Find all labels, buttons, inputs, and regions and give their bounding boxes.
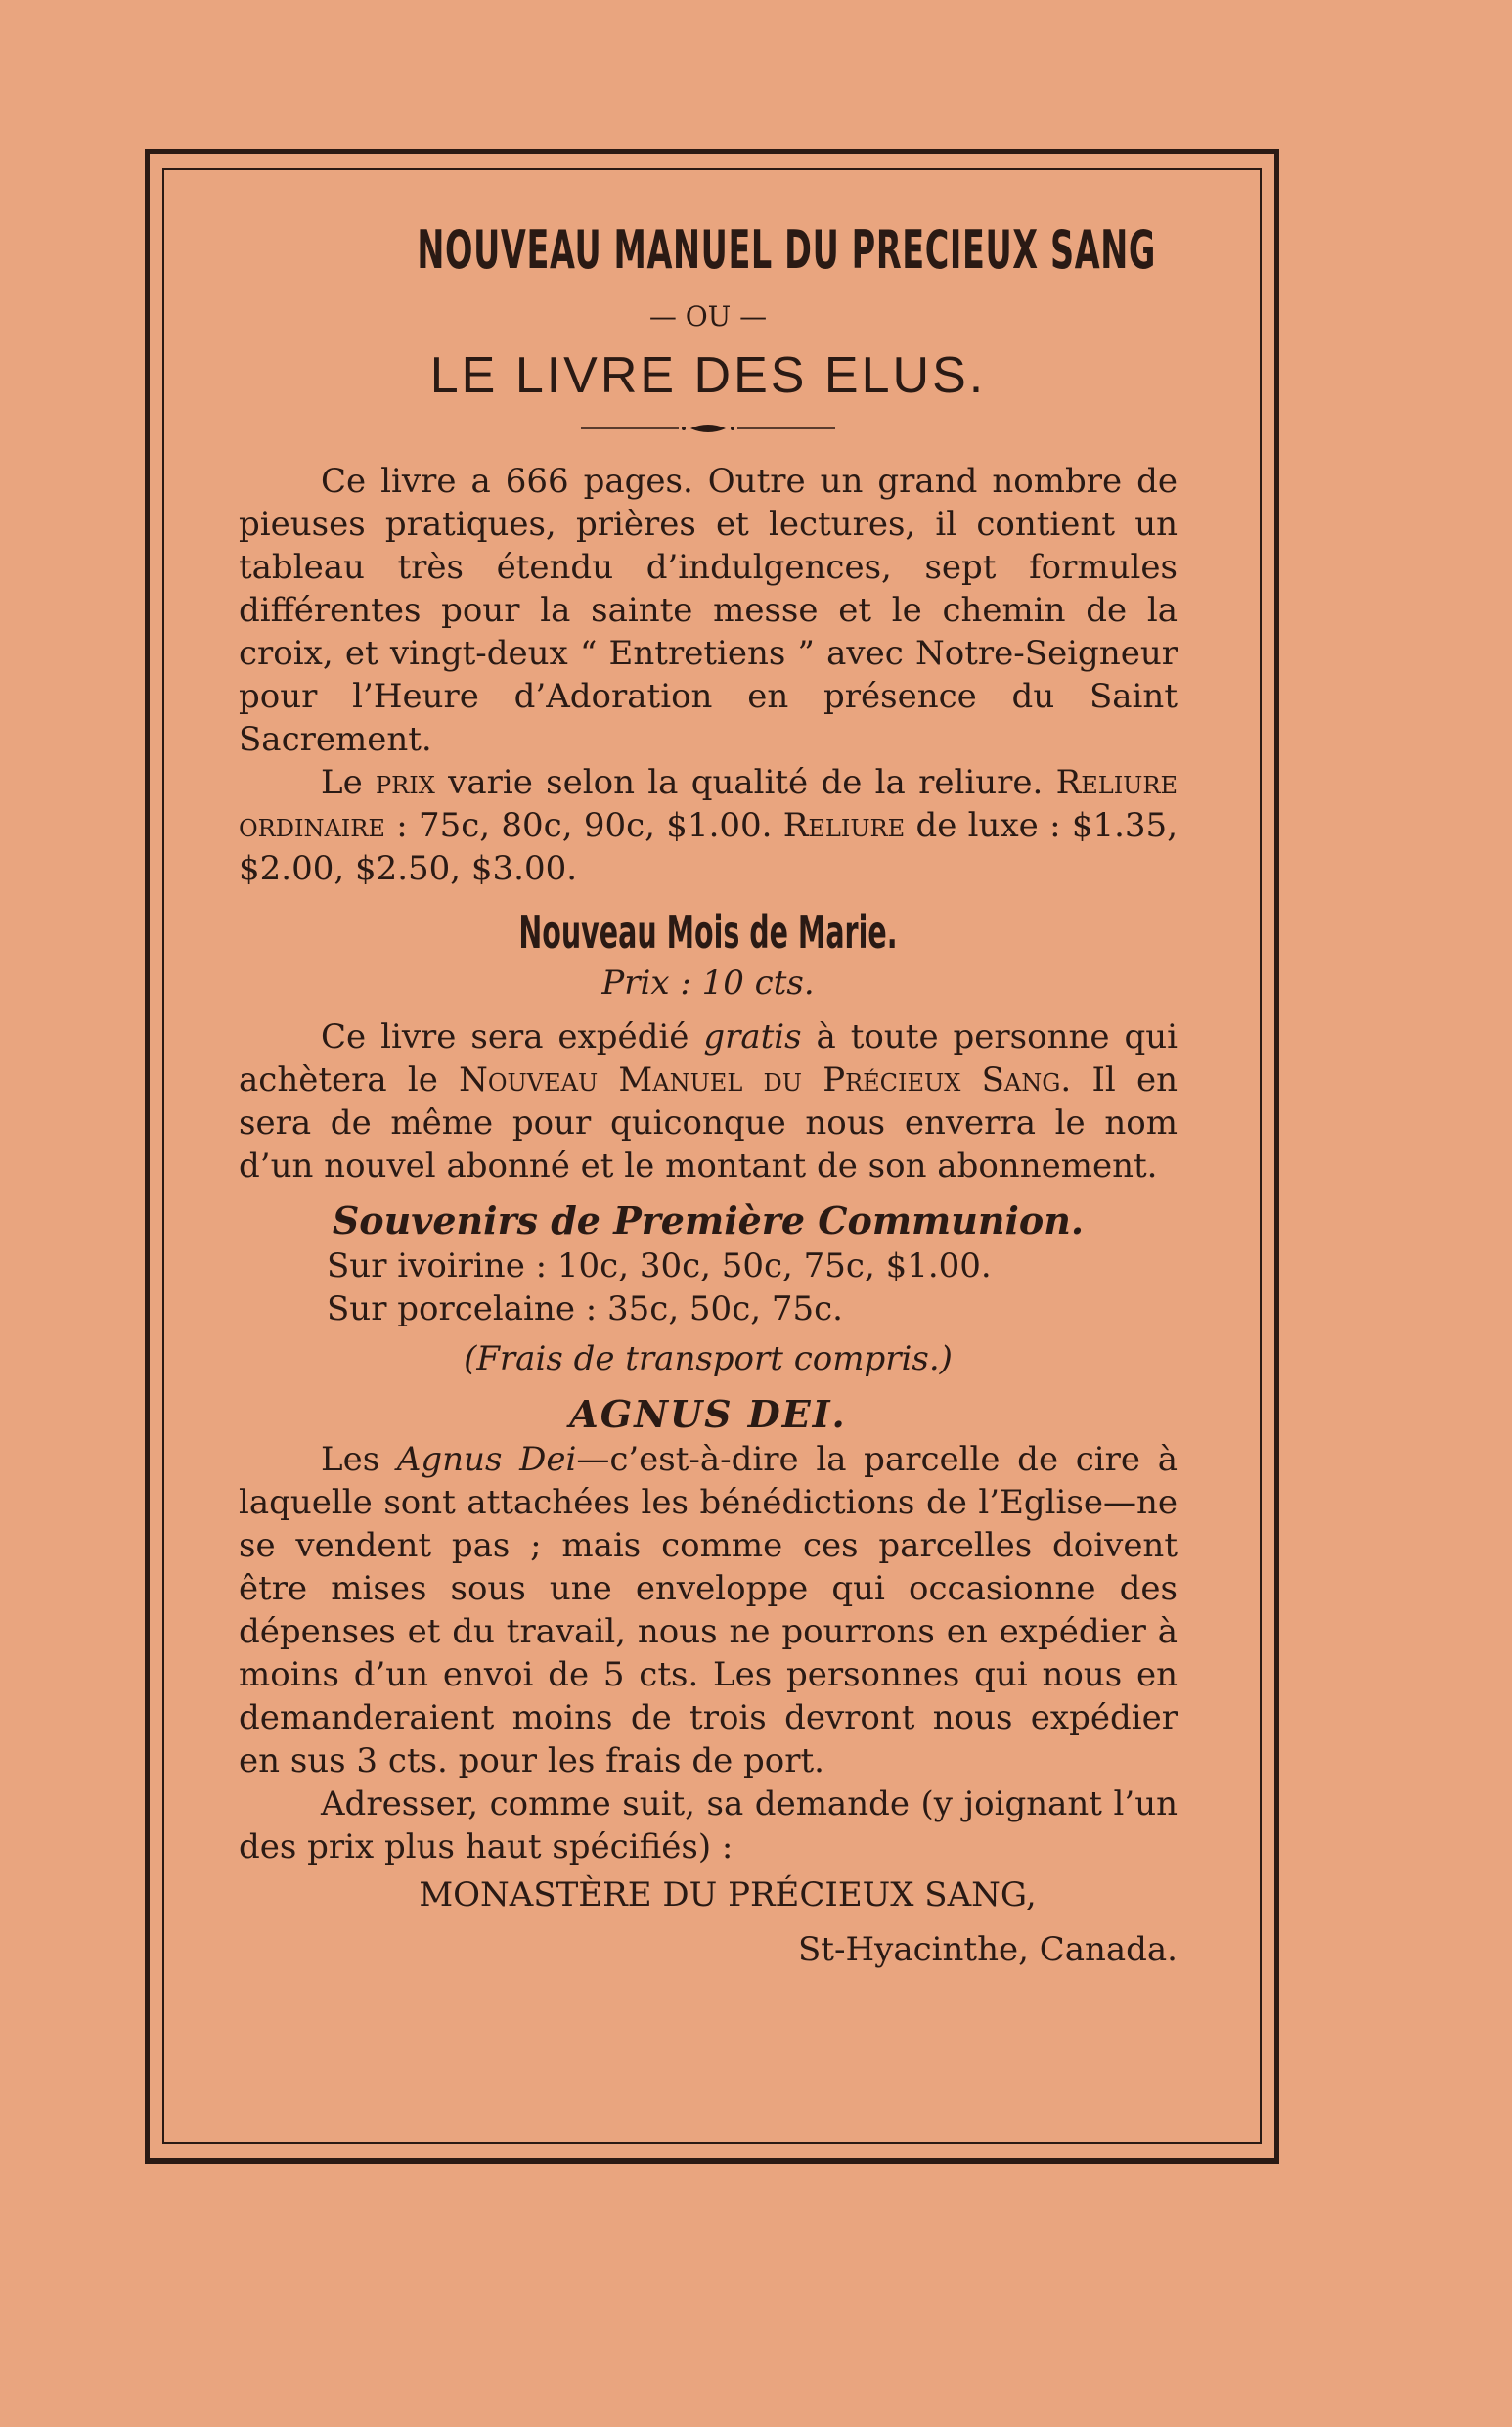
souvenirs-ivoirine: Sur ivoirine : 10c, 30c, 50c, 75c, $1.00. — [327, 1246, 992, 1285]
address-monastery: MONASTÈRE DU PRÉCIEUX SANG, — [419, 1875, 1037, 1914]
souvenirs-porcelaine: Sur porcelaine : 35c, 50c, 75c. — [327, 1289, 843, 1328]
main-title: NOUVEAU MANUEL DU PRECIEUX SANG — [417, 219, 1156, 281]
transport-note: (Frais de transport compris.) — [464, 1339, 953, 1378]
advertisement-content — [239, 215, 1178, 1974]
subtitle: LE LIVRE DES ELUS. — [429, 347, 987, 404]
ornament-divider-icon — [239, 419, 1178, 448]
order-instructions: Adresser, comme suit, sa demande (y joignant l’un des prix plus haut spécifiés) : — [239, 1784, 1178, 1866]
price-paragraph: Le prix varie selon la qualité de la reliure. Reliure ordinaire : 75c, 80c, 90c, $1.00. Reliure de luxe : $1.35, $2.00, $2.50, $3.00. — [239, 763, 1178, 888]
mois-de-marie-price: Prix : 10 cts. — [601, 964, 815, 1003]
or-separator: — OU — — [648, 300, 768, 333]
gratis-paragraph: Ce livre sera expédié gratis à toute personne qui achètera le Nouveau Manuel du Précieux Sang. Il en sera de même pour quiconque nous enverra le nom d’un nouvel abonné et le montant de son abonnement. — [239, 1017, 1178, 1186]
agnus-dei-paragraph: Les Agnus Dei—c’est-à-dire la parcelle de cire à laquelle sont attachées les bénédictions de l’Eglise—ne se vendent pas ; mais comme ces parcelles doivent être mises sous une enveloppe qui occasionne des dépenses et du travail, nous ne pourrons en expédier à moins d’un envoi de 5 cts. Les personnes qui nous en demanderaient moins de trois devront nous expédier en sus 3 cts. pour les frais de port. — [239, 1440, 1178, 1780]
mois-de-marie-heading: Nouveau Mois de Marie. — [518, 906, 898, 959]
book-description: Ce livre a 666 pages. Outre un grand nombre de pieuses pratiques, prières et lectures, il contient un tableau très étendu d’indulgences, sept formules différentes pour la sainte messe et le chemin de la croix, et vingt-deux “ Entretiens ” avec Notre-Seigneur pour l’Heure d’Adoration en présence du Saint Sacrement. — [239, 462, 1178, 759]
souvenirs-heading: Souvenirs de Première Communion. — [332, 1198, 1085, 1242]
address-city: St-Hyacinthe, Canada. — [798, 1930, 1178, 1969]
agnus-dei-heading: AGNUS DEI. — [569, 1392, 847, 1436]
